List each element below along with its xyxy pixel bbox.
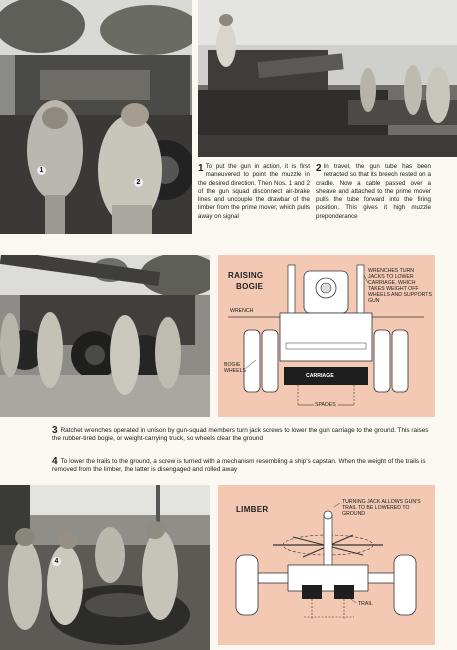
photo-3-image <box>0 255 210 417</box>
photo-marker-1: 1 <box>37 166 46 175</box>
caption-step-3 <box>52 427 437 444</box>
step-number-2: 2 <box>316 163 322 174</box>
photo-2-image <box>198 0 457 157</box>
caption-step-4 <box>52 458 437 475</box>
step-text-3: Ratchet wrenches operated in unison by gun-squad members turn jack screws to lower the gun carriage to the ground. This raises the rubber-tired bogie, or weight-carrying truck, so wheels clear the ground <box>52 427 429 443</box>
label-bogie-wheels-1: BOGIE <box>224 362 241 368</box>
step-text-2: In travel, the gun tube has been retracted so that its breech rested on a cradle. Now a cable passed over a sheave and attached to the prime mover pulls the tube forward into the firing position. This gives it high muzzle preponderance <box>316 163 431 220</box>
label-wrench: WRENCH <box>230 308 254 314</box>
step-text-1: To put the gun in action, it is first maneuvered to point the muzzle in the desired direction. Then Nos. 1 and 2 of the gun squad disconnect air-brake lines and uncouple the drawbar of the limber from the prime mover, which pulls away on signal <box>198 163 310 220</box>
label-turning-jack: TURNING JACK ALLOWS GUN'S TRAIL TO BE LOWERED TO GROUND <box>342 499 421 517</box>
photo-4-image <box>0 485 210 650</box>
bogie-title-line1: RAISING <box>228 271 264 280</box>
diagram-raising-bogie <box>218 255 435 417</box>
photo-lowering-trails <box>0 485 210 650</box>
photo-1-image <box>0 0 192 234</box>
label-spades: SPADES <box>315 402 336 408</box>
step-number-4: 4 <box>52 456 58 467</box>
photo-gun-squad-uncoupling <box>0 0 192 234</box>
caption-step-1 <box>198 163 310 255</box>
photo-marker-4: 4 <box>52 557 61 566</box>
label-wrenches: WRENCHES TURN JACKS TO LOWER CARRIAGE, WHICH TAKES WEIGHT OFF WHEELS AND SUPPORTS GUN <box>368 268 432 304</box>
limber-title: LIMBER <box>236 505 269 514</box>
caption-step-2 <box>316 163 431 255</box>
step-number-3: 3 <box>52 425 58 436</box>
label-trail: TRAIL <box>358 601 373 607</box>
label-bogie-wheels-2: WHEELS <box>224 368 246 374</box>
step-number-1: 1 <box>198 163 204 174</box>
photo-marker-2: 2 <box>134 178 143 187</box>
diagram-limber <box>218 485 435 645</box>
label-carriage: CARRIAGE <box>306 373 334 379</box>
step-text-4: To lower the trails to the ground, a screw is turned with a mechanism resembling a ship's capstan. When the weight of the trails is removed from the limber, the latter is disengaged and rolled away <box>52 458 426 474</box>
photo-gun-tube-retracted <box>198 0 457 157</box>
bogie-title-line2: BOGIE <box>236 282 264 291</box>
photo-ratchet-wrenches <box>0 255 210 417</box>
